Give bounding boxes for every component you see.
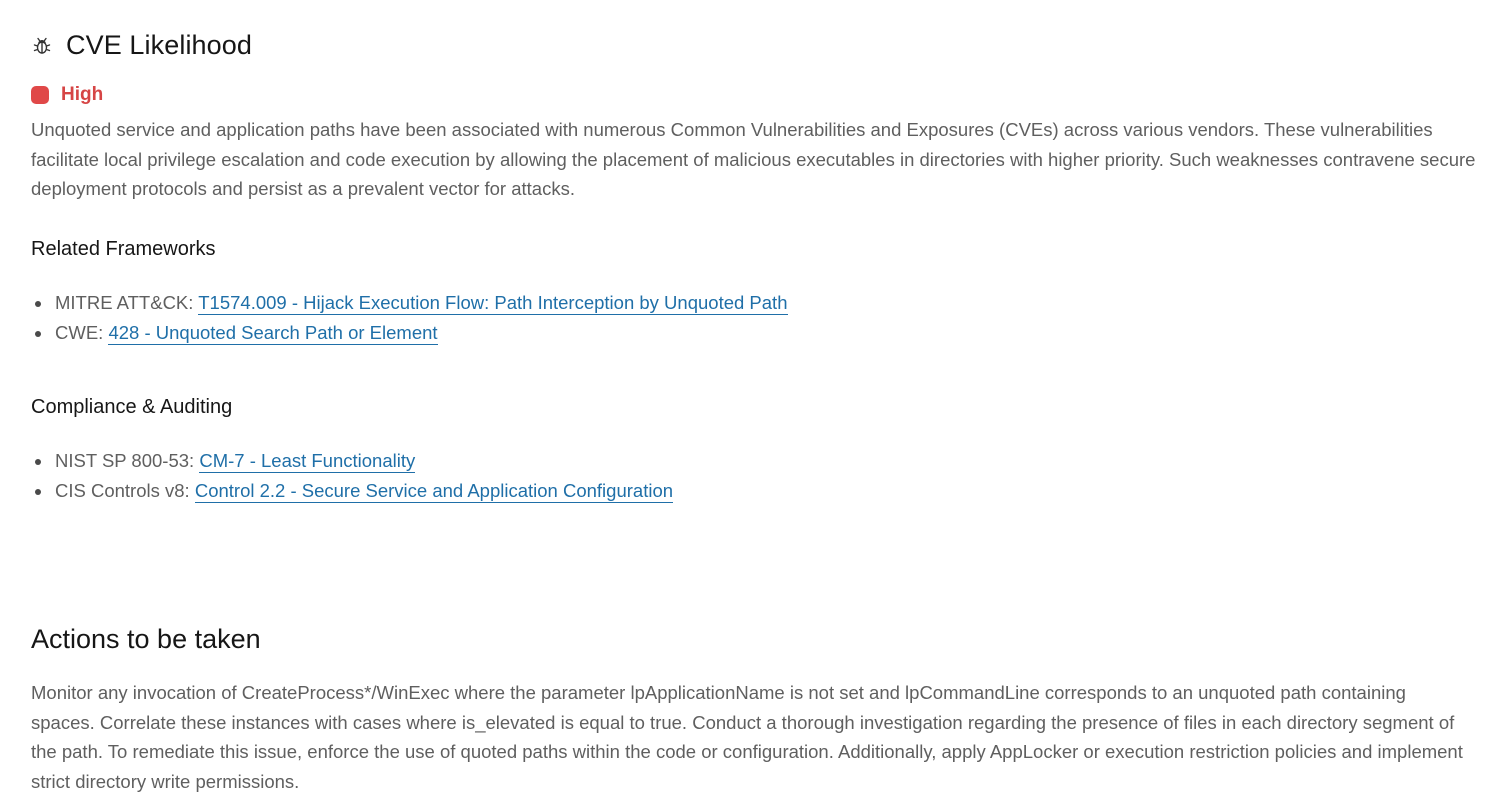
bullet — [35, 331, 41, 337]
compliance-prefix: NIST SP 800-53: — [55, 450, 200, 471]
list-item — [31, 318, 788, 348]
related-frameworks-list — [31, 288, 788, 348]
bullet — [35, 489, 41, 495]
list-item — [31, 476, 673, 506]
severity-indicator — [31, 86, 49, 104]
list-item — [31, 446, 673, 476]
severity-label: High — [61, 84, 104, 105]
bullet — [35, 459, 41, 465]
cve-description: Unquoted service and application paths have been associated with numerous Common Vulnerabilities and Exposures (CVEs) across various vendors. These vulnerabilities facilitate local privilege escalation and code execution by allowing the placement of malicious executables in directories with higher priority. Such weaknesses contravene secure deployment protocols and persist as a prevalent vector for attacks. — [31, 119, 1476, 199]
cis-link[interactable]: Control 2.2 - Secure Service and Application Configuration — [194, 480, 674, 501]
page-title: CVE Likelihood — [66, 30, 253, 60]
actions-text: Monitor any invocation of CreateProcess*/WinExec where the parameter lpApplicationName is not set and lpCommandLine corresponds to an unquoted path containing spaces. Correlate these instances with cases where is_elevated is equal to true. Conduct a thorough investigation regarding the presence of files in each directory segment of the path. To remediate this issue, enforce the use of quoted paths within the code or configuration. Additionally, apply AppLocker or execution restriction policies and implement strict directory write permissions. — [31, 682, 1463, 792]
compliance-heading: Compliance & Auditing — [31, 396, 233, 418]
cwe-link[interactable]: 428 - Unquoted Search Path or Element — [108, 322, 438, 343]
related-frameworks-heading: Related Frameworks — [31, 238, 216, 260]
bullet — [35, 301, 41, 307]
framework-prefix: CWE: — [55, 322, 109, 343]
severity-badge — [31, 84, 103, 106]
nist-link[interactable]: CM-7 - Least Functionality — [199, 450, 416, 471]
bug-icon — [31, 35, 53, 57]
actions-heading: Actions to be taken — [31, 624, 261, 654]
list-item — [31, 288, 788, 318]
mitre-link[interactable]: T1574.009 - Hijack Execution Flow: Path Interception by Unquoted Path — [198, 292, 788, 313]
cve-title-row — [31, 30, 252, 61]
compliance-prefix: CIS Controls v8: — [55, 480, 195, 501]
compliance-list — [31, 446, 673, 506]
framework-prefix: MITRE ATT&CK: — [55, 292, 199, 313]
